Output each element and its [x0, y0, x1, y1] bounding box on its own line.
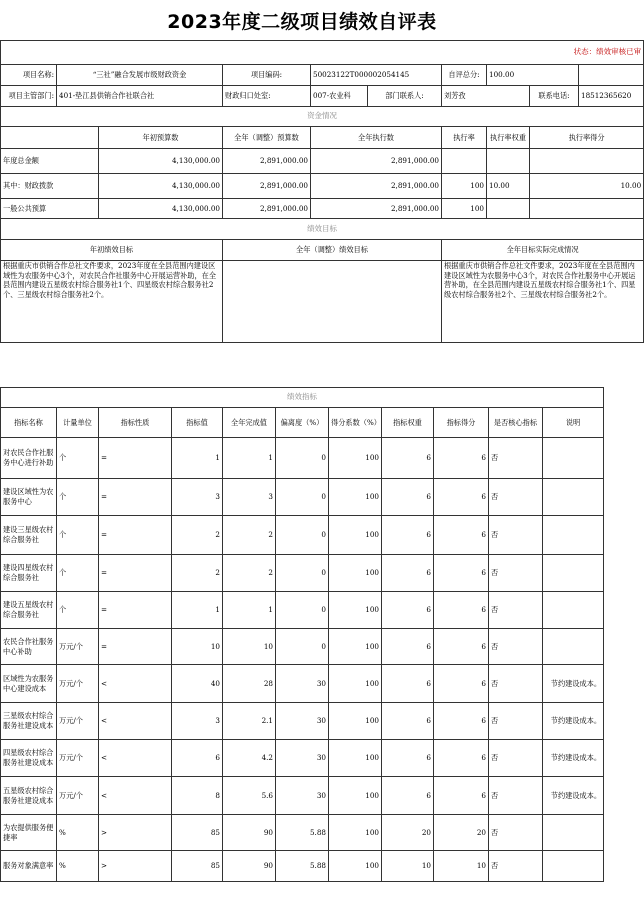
ind-weight: 20	[382, 815, 434, 851]
ind-actual: 1	[223, 592, 276, 629]
ind-name: 农民合作社服务中心补助	[1, 629, 57, 665]
ind-deviation: 30	[276, 703, 329, 740]
goals-initial-text: 根据重庆市供销合作总社文件要求，2023年度在全县范围内建设区域性为农服务中心3个，对农民合作社服务中心开展运营补助，在全县范围内建设五星级农村综合服务社1个、四星级农村综合服务社2个、三星级农村综合服务社2个。	[1, 261, 223, 343]
ind-name: 四星级农村综合服务社建设成本	[1, 740, 57, 777]
ind-nature: >	[99, 851, 172, 882]
ind-name: 建设三星级农村综合服务社	[1, 516, 57, 555]
ind-core: 否	[489, 555, 543, 592]
ind-coef: 100	[329, 438, 382, 479]
ind-score: 6	[434, 592, 489, 629]
funds-row-initial: 4,130,000.00	[99, 199, 223, 219]
ind-unit: 万元/个	[57, 703, 99, 740]
ind-nature: >	[99, 815, 172, 851]
ind-header-core: 是否核心指标	[489, 408, 543, 438]
ind-note	[543, 815, 604, 851]
ind-actual: 4.2	[223, 740, 276, 777]
ind-weight: 6	[382, 703, 434, 740]
status-badge: 状态：绩效审核已审	[1, 41, 644, 65]
ind-score: 6	[434, 777, 489, 815]
ind-target: 3	[172, 703, 223, 740]
ind-actual: 3	[223, 479, 276, 516]
ind-name: 区域性为农服务中心建设成本	[1, 665, 57, 703]
table-row	[1, 851, 604, 882]
ind-note: 节约建设成本。	[543, 777, 604, 815]
ind-weight: 6	[382, 629, 434, 665]
ind-score: 6	[434, 740, 489, 777]
funds-row-adjusted: 2,891,000.00	[223, 174, 311, 199]
ind-name: 服务对象满意率	[1, 851, 57, 882]
funds-row-name: 一般公共预算	[1, 199, 99, 219]
ind-target: 1	[172, 438, 223, 479]
goals-header-adjusted: 全年（调整）绩效目标	[223, 240, 442, 261]
funds-row-name: 年度总金额	[1, 149, 99, 174]
table-row	[1, 665, 604, 703]
ind-core: 否	[489, 438, 543, 479]
ind-deviation: 0	[276, 516, 329, 555]
ind-coef: 100	[329, 629, 382, 665]
ind-nature: <	[99, 703, 172, 740]
ind-deviation: 5.88	[276, 815, 329, 851]
ind-core: 否	[489, 815, 543, 851]
funds-header-score: 执行率得分	[530, 127, 644, 149]
ind-score: 20	[434, 815, 489, 851]
ind-coef: 100	[329, 516, 382, 555]
ind-coef: 100	[329, 665, 382, 703]
ind-weight: 6	[382, 592, 434, 629]
ind-core: 否	[489, 516, 543, 555]
self-score: 100.00	[487, 65, 579, 86]
funds-row-weight	[487, 199, 530, 219]
ind-unit: %	[57, 815, 99, 851]
ind-coef: 100	[329, 851, 382, 882]
ind-nature: <	[99, 740, 172, 777]
ind-actual: 10	[223, 629, 276, 665]
ind-target: 3	[172, 479, 223, 516]
indicators-section-label: 绩效指标	[1, 388, 604, 408]
phone: 18512365620	[579, 86, 644, 107]
ind-weight: 10	[382, 851, 434, 882]
ind-header-unit: 计量单位	[57, 408, 99, 438]
ind-name: 建设五星级农村综合服务社	[1, 592, 57, 629]
ind-header-actual: 全年完成值	[223, 408, 276, 438]
funds-header-weight: 执行率权重	[487, 127, 530, 149]
ind-coef: 100	[329, 703, 382, 740]
funds-header-blank	[1, 127, 99, 149]
empty-cell	[579, 65, 644, 86]
ind-unit: %	[57, 851, 99, 882]
ind-score: 6	[434, 555, 489, 592]
ind-name: 建设区域性为农服务中心	[1, 479, 57, 516]
goals-header-actual: 全年目标实际完成情况	[442, 240, 644, 261]
ind-score: 6	[434, 479, 489, 516]
ind-core: 否	[489, 479, 543, 516]
ind-note: 节约建设成本。	[543, 740, 604, 777]
funds-section-label: 资金情况	[1, 107, 644, 127]
ind-score: 6	[434, 438, 489, 479]
ind-unit: 个	[57, 555, 99, 592]
ind-name: 建设四星级农村综合服务社	[1, 555, 57, 592]
ind-deviation: 0	[276, 592, 329, 629]
ind-nature: <	[99, 665, 172, 703]
table-row	[1, 516, 604, 555]
ind-core: 否	[489, 851, 543, 882]
ind-nature: <	[99, 777, 172, 815]
ind-weight: 6	[382, 665, 434, 703]
ind-header-note: 说明	[543, 408, 604, 438]
ind-target: 85	[172, 851, 223, 882]
project-code-label: 项目编码:	[223, 65, 311, 86]
dept: 401-垫江县供销合作社联合社	[57, 86, 223, 107]
ind-actual: 2	[223, 516, 276, 555]
funds-row-score: 10.00	[530, 174, 644, 199]
ind-target: 85	[172, 815, 223, 851]
ind-unit: 万元/个	[57, 740, 99, 777]
ind-actual: 28	[223, 665, 276, 703]
funds-row-initial: 4,130,000.00	[99, 149, 223, 174]
table-row	[1, 703, 604, 740]
funds-row-score	[530, 199, 644, 219]
ind-header-score: 指标得分	[434, 408, 489, 438]
ind-note	[543, 629, 604, 665]
ind-deviation: 30	[276, 777, 329, 815]
goals-header-initial: 年初绩效目标	[1, 240, 223, 261]
ind-unit: 万元/个	[57, 629, 99, 665]
funds-row-rate	[442, 149, 487, 174]
funds-row-rate: 100	[442, 199, 487, 219]
ind-score: 6	[434, 629, 489, 665]
ind-nature: =	[99, 438, 172, 479]
ind-target: 1	[172, 592, 223, 629]
ind-target: 8	[172, 777, 223, 815]
ind-header-nature: 指标性质	[99, 408, 172, 438]
ind-name: 五星级农村综合服务社建设成本	[1, 777, 57, 815]
ind-name: 三星级农村综合服务社建设成本	[1, 703, 57, 740]
ind-score: 6	[434, 665, 489, 703]
ind-target: 10	[172, 629, 223, 665]
project-name-label: 项目名称:	[1, 65, 57, 86]
ind-target: 2	[172, 555, 223, 592]
funds-header-initial: 年初预算数	[99, 127, 223, 149]
ind-header-weight: 指标权重	[382, 408, 434, 438]
funds-row-score	[530, 149, 644, 174]
ind-unit: 个	[57, 516, 99, 555]
ind-nature: =	[99, 629, 172, 665]
ind-deviation: 0	[276, 438, 329, 479]
table-row	[1, 479, 604, 516]
funds-row-adjusted: 2,891,000.00	[223, 199, 311, 219]
ind-core: 否	[489, 703, 543, 740]
ind-note: 节约建设成本。	[543, 703, 604, 740]
funds-row-executed: 2,891,000.00	[311, 149, 442, 174]
ind-note	[543, 592, 604, 629]
ind-coef: 100	[329, 740, 382, 777]
ind-deviation: 0	[276, 629, 329, 665]
project-code: 50023122T000002054145	[311, 65, 442, 86]
ind-coef: 100	[329, 479, 382, 516]
table-row	[1, 629, 604, 665]
ind-header-coef: 得分系数（%）	[329, 408, 382, 438]
indicators-body	[1, 438, 604, 882]
ind-coef: 100	[329, 777, 382, 815]
ind-weight: 6	[382, 438, 434, 479]
ind-nature: =	[99, 516, 172, 555]
ind-weight: 6	[382, 740, 434, 777]
ind-target: 40	[172, 665, 223, 703]
dept-label: 项目主管部门:	[1, 86, 57, 107]
funds-row-name: 其中：财政拨款	[1, 174, 99, 199]
ind-actual: 5.6	[223, 777, 276, 815]
table-row	[1, 555, 604, 592]
ind-actual: 2	[223, 555, 276, 592]
ind-score: 6	[434, 516, 489, 555]
ind-deviation: 30	[276, 740, 329, 777]
ind-note: 节约建设成本。	[543, 665, 604, 703]
ind-unit: 个	[57, 479, 99, 516]
ind-nature: =	[99, 555, 172, 592]
table-row	[1, 438, 604, 479]
ind-note	[543, 516, 604, 555]
ind-name: 对农民合作社服务中心进行补助	[1, 438, 57, 479]
table-row	[1, 777, 604, 815]
ind-unit: 个	[57, 438, 99, 479]
goals-section-label: 绩效目标	[1, 219, 644, 240]
ind-core: 否	[489, 777, 543, 815]
ind-core: 否	[489, 665, 543, 703]
ind-unit: 万元/个	[57, 665, 99, 703]
ind-header-name: 指标名称	[1, 408, 57, 438]
ind-nature: =	[99, 479, 172, 516]
goals-actual-text: 根据重庆市供销合作总社文件要求，2023年度在全县范围内建设区域性为农服务中心3个，对农民合作社服务中心开展运营补助，在全县范围内建设五星级农村综合服务社1个、四星级农村综合服务社2个、三星级农村综合服务社2个。	[442, 261, 644, 343]
ind-deviation: 0	[276, 555, 329, 592]
ind-actual: 90	[223, 851, 276, 882]
ind-core: 否	[489, 629, 543, 665]
project-name: “三社”融合发展市级财政资金	[57, 65, 223, 86]
ind-name: 为农提供服务便捷率	[1, 815, 57, 851]
ind-note	[543, 851, 604, 882]
ind-deviation: 0	[276, 479, 329, 516]
ind-note	[543, 479, 604, 516]
indicators-table	[0, 387, 604, 882]
funds-header-executed: 全年执行数	[311, 127, 442, 149]
ind-header-deviation: 偏离度（%）	[276, 408, 329, 438]
ind-core: 否	[489, 592, 543, 629]
ind-coef: 100	[329, 815, 382, 851]
ind-deviation: 30	[276, 665, 329, 703]
ind-deviation: 5.88	[276, 851, 329, 882]
ind-coef: 100	[329, 592, 382, 629]
table-row	[1, 592, 604, 629]
ind-coef: 100	[329, 555, 382, 592]
contact-label: 部门联系人:	[368, 86, 442, 107]
finance-label: 财政归口处室:	[223, 86, 311, 107]
ind-score: 10	[434, 851, 489, 882]
funds-row-executed: 2,891,000.00	[311, 174, 442, 199]
ind-nature: =	[99, 592, 172, 629]
table-row	[1, 815, 604, 851]
contact: 刘芳孜	[442, 86, 530, 107]
header-table	[0, 40, 644, 343]
ind-core: 否	[489, 740, 543, 777]
funds-row-executed: 2,891,000.00	[311, 199, 442, 219]
ind-unit: 万元/个	[57, 777, 99, 815]
funds-row-weight	[487, 149, 530, 174]
ind-score: 6	[434, 703, 489, 740]
self-score-label: 自评总分:	[442, 65, 487, 86]
table-row	[1, 740, 604, 777]
funds-header-rate: 执行率	[442, 127, 487, 149]
funds-row-weight: 10.00	[487, 174, 530, 199]
phone-label: 联系电话:	[530, 86, 579, 107]
ind-target: 6	[172, 740, 223, 777]
ind-target: 2	[172, 516, 223, 555]
ind-actual: 1	[223, 438, 276, 479]
ind-actual: 2.1	[223, 703, 276, 740]
ind-header-target: 指标值	[172, 408, 223, 438]
funds-row-adjusted: 2,891,000.00	[223, 149, 311, 174]
ind-weight: 6	[382, 516, 434, 555]
funds-row-initial: 4,130,000.00	[99, 174, 223, 199]
ind-weight: 6	[382, 479, 434, 516]
ind-note	[543, 438, 604, 479]
goals-adjusted-text	[223, 261, 442, 343]
finance: 007-农业科	[311, 86, 368, 107]
funds-row-rate: 100	[442, 174, 487, 199]
funds-header-adjusted: 全年（调整）预算数	[223, 127, 311, 149]
ind-actual: 90	[223, 815, 276, 851]
ind-weight: 6	[382, 555, 434, 592]
page-title: 2023年度二级项目绩效自评表	[167, 11, 437, 33]
ind-unit: 个	[57, 592, 99, 629]
ind-weight: 6	[382, 777, 434, 815]
ind-note	[543, 555, 604, 592]
